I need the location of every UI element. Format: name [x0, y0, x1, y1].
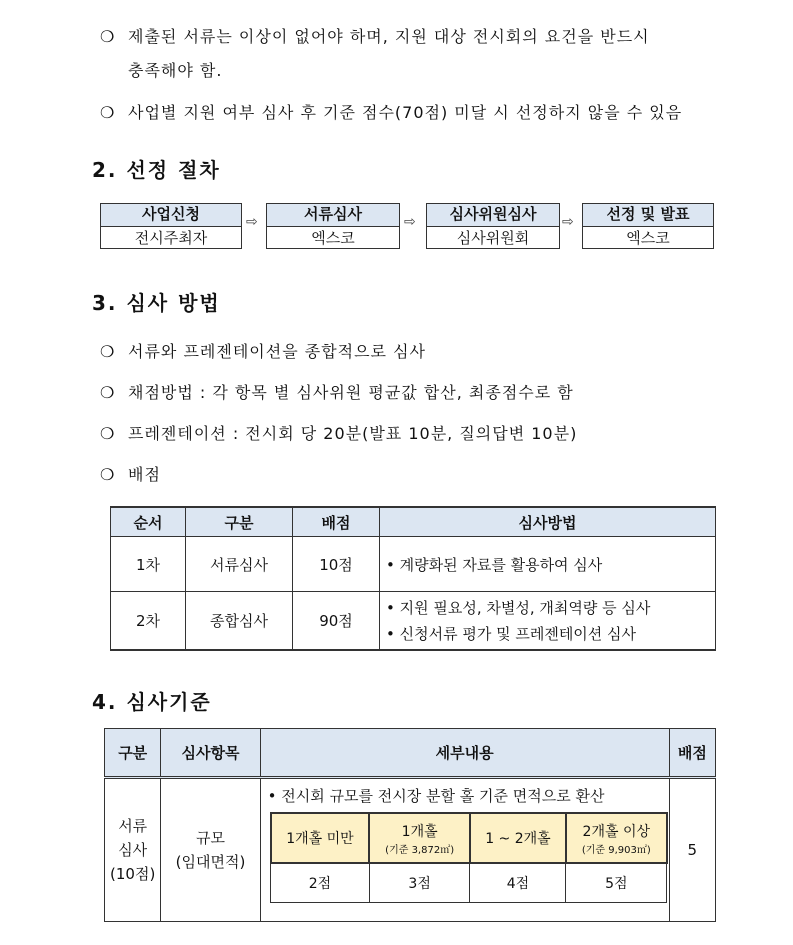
circle-bullet-icon: ❍: [100, 383, 116, 402]
level-row: [271, 813, 667, 863]
level-cell: [566, 813, 667, 863]
bullet-item: [100, 421, 577, 444]
level-label: 1개홀: [401, 823, 438, 840]
step-title: 서류심사: [267, 204, 399, 227]
column-header: 배점: [669, 729, 715, 778]
table-cell: 서류심사: [186, 537, 293, 592]
bullet-item: [100, 24, 650, 47]
step-title: 선정 및 발표: [583, 204, 713, 227]
section-heading: 4. 심사기준: [92, 690, 212, 714]
circle-bullet-icon: ❍: [100, 27, 116, 46]
bullet-text: 사업별 지원 여부 심사 후 기준 점수(70점) 미달 시 선정하지 않을 수 있음: [128, 103, 683, 122]
step-sub: 전시주최자: [134, 229, 208, 247]
table-cell: 2차: [111, 592, 186, 651]
arrow-right-icon: ⇨: [404, 214, 416, 230]
bullet-text: 배점: [128, 465, 161, 484]
points-cell: 4점: [470, 863, 566, 903]
table-row: [111, 592, 716, 651]
level-label: 1 ~ 2개홀: [485, 831, 551, 847]
section-heading: 2. 선정 절차: [92, 158, 221, 182]
table-cell: [380, 537, 716, 592]
step-sub: 엑스코: [311, 229, 355, 247]
section-heading: 3. 심사 방법: [92, 291, 221, 315]
process-step: [426, 203, 560, 249]
level-label: 1개홀 미만: [286, 831, 354, 847]
table-cell: 90점: [293, 592, 380, 651]
table-cell: 1차: [111, 537, 186, 592]
bullet-text: 제출된 서류는 이상이 없어야 하며, 지원 대상 전시회의 요건을 반드시: [128, 27, 650, 46]
scoring-table: [110, 506, 716, 651]
table-cell: 종합심사: [186, 592, 293, 651]
category-text: 심사: [118, 841, 148, 859]
circle-bullet-icon: ❍: [100, 424, 116, 443]
bullet-text: 채점방법 : 각 항목 별 심사위원 평균값 합산, 최종점수로 함: [128, 383, 574, 402]
process-step: [100, 203, 242, 249]
criteria-table: [104, 728, 716, 922]
item-text: 규모: [196, 829, 225, 847]
table-header-row: [105, 729, 716, 778]
column-header: 심사항목: [161, 729, 260, 778]
detail-cell: [260, 778, 669, 922]
column-header: 세부내용: [260, 729, 669, 778]
column-header: 심사방법: [380, 507, 716, 537]
points-cell: 5점: [566, 863, 667, 903]
table-row: [105, 778, 716, 922]
column-header: 구분: [105, 729, 161, 778]
detail-text: • 전시회 규모를 전시장 분할 홀 기준 면적으로 환산: [267, 787, 605, 805]
table-cell: [380, 592, 716, 651]
points-cell: 2점: [271, 863, 370, 903]
method-text: • 신청서류 평가 및 프레젠테이션 심사: [386, 624, 637, 643]
circle-bullet-icon: ❍: [100, 465, 116, 484]
method-text: • 지원 필요성, 차별성, 개최역량 등 심사: [386, 598, 651, 617]
points-cell: 3점: [369, 863, 470, 903]
circle-bullet-icon: ❍: [100, 103, 116, 122]
score-cell: 5: [669, 778, 715, 922]
item-cell: [161, 778, 260, 922]
step-sub: 엑스코: [626, 229, 670, 247]
level-note: (기준 3,872㎡): [385, 844, 455, 856]
step-title: 사업신청: [101, 204, 241, 227]
level-cell: [271, 813, 370, 863]
category-text: 서류: [118, 817, 148, 835]
circle-bullet-icon: ❍: [100, 342, 116, 361]
table-row: [111, 537, 716, 592]
bullet-continuation: 충족해야 함.: [128, 61, 223, 80]
table-header-row: [111, 507, 716, 537]
level-label: 2개홀 이상: [582, 823, 651, 840]
item-text: (임대면적): [175, 853, 246, 871]
level-cell: [470, 813, 566, 863]
level-cell: [369, 813, 470, 863]
bullet-item: [100, 462, 161, 485]
arrow-right-icon: ⇨: [246, 214, 258, 230]
bullet-text: 서류와 프레젠테이션을 종합적으로 심사: [128, 342, 427, 361]
column-header: 순서: [111, 507, 186, 537]
area-level-table: [270, 812, 668, 903]
bullet-text: 프레젠테이션 : 전시회 당 20분(발표 10분, 질의답변 10분): [128, 424, 578, 443]
bullet-item: [100, 380, 574, 403]
column-header: 구분: [186, 507, 293, 537]
step-title: 심사위원심사: [427, 204, 559, 227]
points-row: [271, 863, 667, 903]
bullet-item: [100, 100, 682, 123]
column-header: 배점: [293, 507, 380, 537]
category-cell: [105, 778, 161, 922]
method-text: • 계량화된 자료를 활용하여 심사: [386, 555, 603, 574]
step-sub: 심사위원회: [456, 229, 530, 247]
level-note: (기준 9,903㎡): [581, 844, 651, 856]
bullet-item: [100, 339, 426, 362]
process-step: [266, 203, 400, 249]
arrow-right-icon: ⇨: [562, 214, 574, 230]
category-text: (10점): [110, 865, 156, 883]
process-step: [582, 203, 714, 249]
table-cell: 10점: [293, 537, 380, 592]
